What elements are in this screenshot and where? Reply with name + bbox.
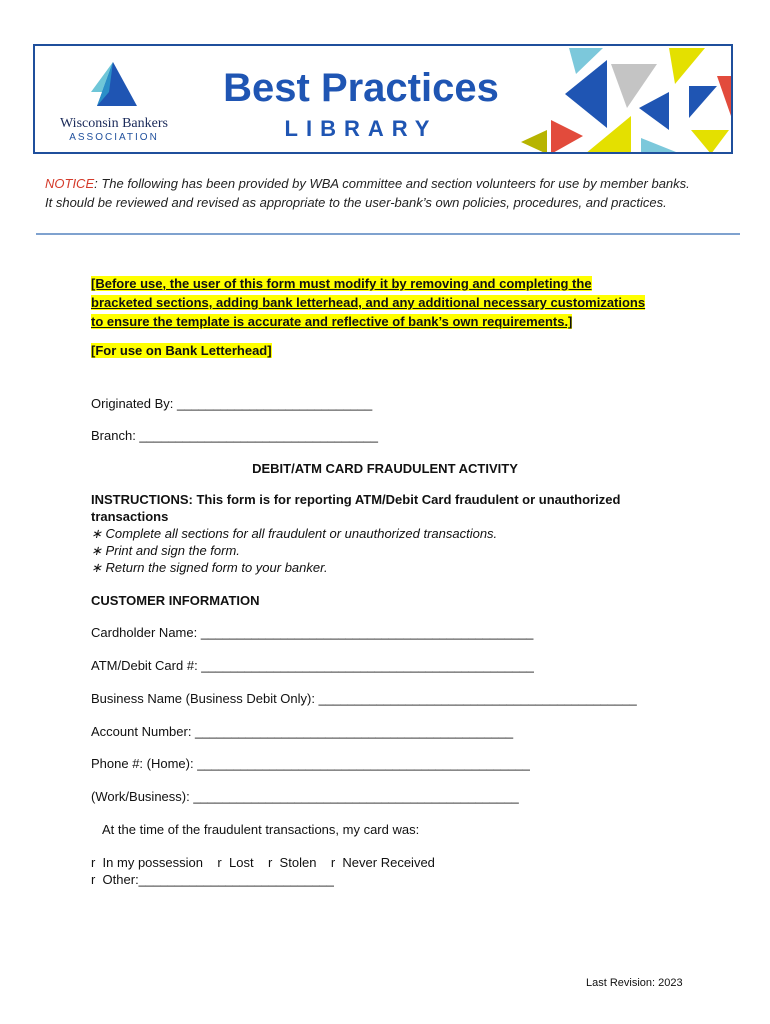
business-name-field[interactable]: Business Name (Business Debit Only): ____________________________________________ <box>91 691 637 706</box>
card-status-options[interactable]: r In my possession r Lost r Stolen r Never Received <box>91 855 435 870</box>
phone-work-field[interactable]: (Work/Business): _____________________________________________ <box>91 789 519 804</box>
card-status-prompt: At the time of the fraudulent transactions, my card was: <box>102 822 420 837</box>
instructions-heading-2: transactions <box>91 509 169 524</box>
page-subtitle: LIBRARY <box>284 116 438 141</box>
originated-by-field[interactable]: Originated By: ___________________________ <box>91 396 373 411</box>
card-status-other[interactable]: r Other:___________________________ <box>91 872 334 887</box>
branch-field[interactable]: Branch: _________________________________ <box>91 428 379 443</box>
wba-logo <box>49 62 179 146</box>
template-line-3: to ensure the template is accurate and reflective of bank’s own requirements.] <box>91 314 573 329</box>
instruction-item: ∗ Print and sign the form. <box>91 543 240 558</box>
template-instructions <box>91 274 701 331</box>
page-title: Best Practices <box>223 66 499 110</box>
notice-line-2: It should be reviewed and revised as appropriate to the user-bank’s own policies, procedures, and practices. <box>45 195 667 210</box>
last-revision: Last Revision: 2023 <box>586 977 683 989</box>
decorative-triangles-icon <box>521 46 731 154</box>
card-number-field[interactable]: ATM/Debit Card #: ______________________________________________ <box>91 658 534 673</box>
instructions-heading-1: INSTRUCTIONS: This form is for reporting ATM/Debit Card fraudulent or unauthorized <box>91 492 621 507</box>
logo-subtitle: ASSOCIATION <box>69 132 159 143</box>
phone-home-field[interactable]: Phone #: (Home): ______________________________________________ <box>91 756 530 771</box>
template-line-2: bracketed sections, adding bank letterhead, and any additional necessary customizations <box>91 295 646 310</box>
instructions <box>91 491 691 576</box>
customer-info-heading: CUSTOMER INFORMATION <box>91 593 260 608</box>
logo-mark-icon <box>87 62 141 108</box>
letterhead-note <box>91 343 272 358</box>
divider <box>36 233 740 235</box>
letterhead-text: [For use on Bank Letterhead] <box>91 343 272 358</box>
logo-name: Wisconsin Bankers <box>60 116 168 131</box>
instruction-item: ∗ Return the signed form to your banker. <box>91 560 328 575</box>
cardholder-name-field[interactable]: Cardholder Name: ______________________________________________ <box>91 625 534 640</box>
instruction-item: ∗ Complete all sections for all fraudulent or unauthorized transactions. <box>91 526 498 541</box>
header-banner <box>33 44 733 154</box>
template-line-1: [Before use, the user of this form must modify it by removing and completing the <box>91 276 592 291</box>
notice-line-1: : The following has been provided by WBA committee and section volunteers for use by member banks. <box>94 176 690 191</box>
notice-text <box>45 174 745 212</box>
form-title: DEBIT/ATM CARD FRAUDULENT ACTIVITY <box>252 461 518 476</box>
account-number-field[interactable]: Account Number: ____________________________________________ <box>91 724 514 739</box>
notice-label: NOTICE <box>45 176 95 191</box>
